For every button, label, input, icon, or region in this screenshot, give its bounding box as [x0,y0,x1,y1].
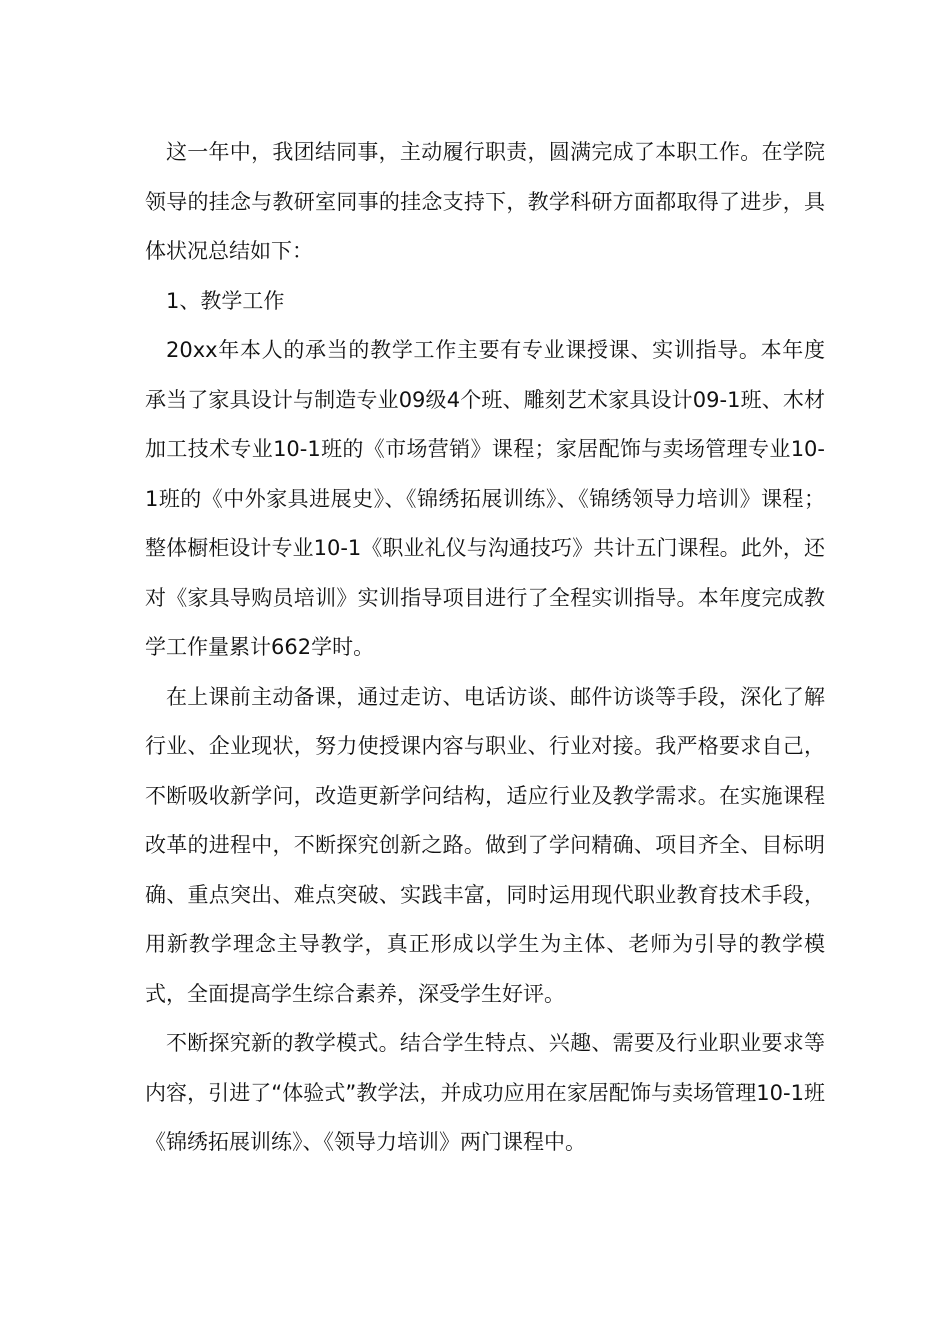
document-body [145,128,825,1168]
paragraph-teaching-mode: 不断探究新的教学模式。结合学生特点、兴趣、需要及行业职业要求等内容，引进了“体验式”教学法，并成功应用在家居配饰与卖场管理10-1班《锦绣拓展训练》、《领导力培训》两门课程中。 [145,1031,825,1154]
section-heading-teaching: 1、教学工作 [166,288,285,313]
paragraph-lesson-preparation: 在上课前主动备课，通过走访、电话访谈、邮件访谈等手段，深化了解行业、企业现状，努力使授课内容与职业、行业对接。我严格要求自己，不断吸收新学问，改造更新学问结构，适应行业及教学需求。在实施课程改革的进程中，不断探究创新之路。做到了学问精确、项目齐全、目标明确、重点突出、难点突破、实践丰富，同时运用现代职业教育技术手段，用新教学理念主导教学，真正形成以学生为主体、老师为引导的教学模式，全面提高学生综合素养，深受学生好评。 [145,684,825,1006]
paragraph-intro: 这一年中，我团结同事，主动履行职责，圆满完成了本职工作。在学院领导的挂念与教研室同事的挂念支持下，教学科研方面都取得了进步，具体状况总结如下： [145,140,825,263]
paragraph-teaching-load: 20xx年本人的承当的教学工作主要有专业课授课、实训指导。本年度承当了家具设计与制造专业09级4个班、雕刻艺术家具设计09-1班、木材加工技术专业10-1班的《市场营销》课程；家居配饰与卖场管理专业10-1班的《中外家具进展史》、《锦绣拓展训练》、《锦绣领导力培训》课程；整体橱柜设计专业10-1《职业礼仪与沟通技巧》共计五门课程。此外，还对《家具导购员培训》实训指导项目进行了全程实训指导。本年度完成教学工作量累计662学时。 [145,338,825,659]
